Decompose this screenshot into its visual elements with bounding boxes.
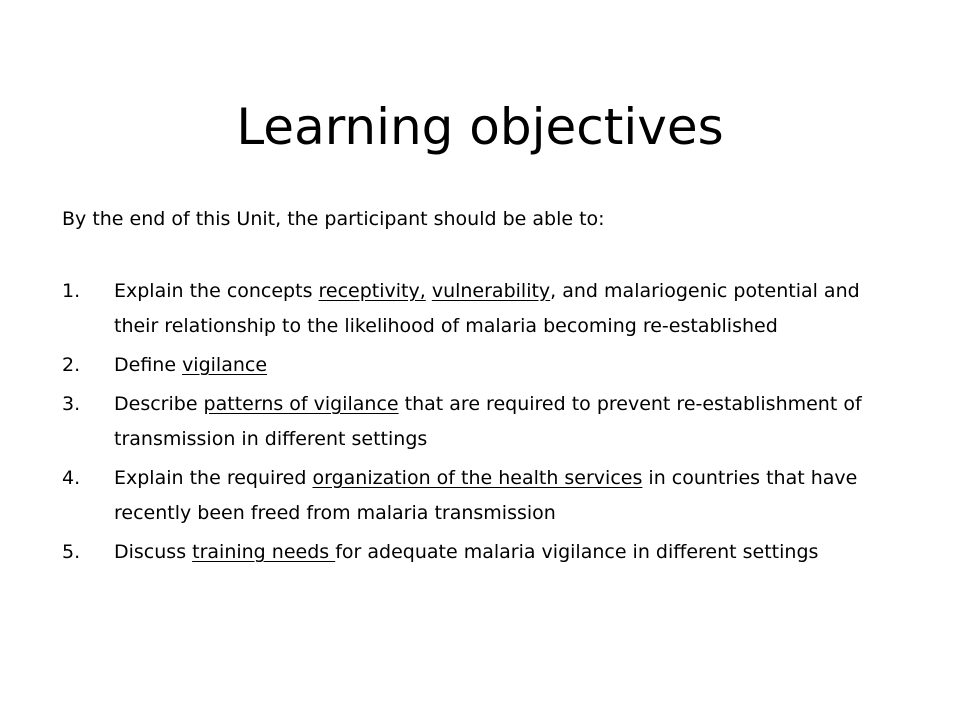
- intro-text: By the end of this Unit, the participant should be able to:: [62, 208, 605, 230]
- objective-number: 4.: [62, 467, 81, 489]
- objective-text: Explain the required: [114, 467, 313, 489]
- term-vigilance: vigilance: [182, 354, 268, 376]
- objective-text: that are required to prevent re-establishment of transmission in different settings: [114, 393, 862, 450]
- term-organization-of-health-services: organization of the health services: [312, 467, 643, 489]
- slide-title: Learning objectives: [236, 97, 724, 156]
- objective-number: 1.: [62, 280, 81, 302]
- objective-text: Discuss: [114, 541, 193, 563]
- objective-number: 5.: [62, 541, 81, 563]
- objective-number: 3.: [62, 393, 81, 415]
- objective-text: Describe: [114, 393, 204, 415]
- objective-text: , and malariogenic potential and their relationship to the likelihood of malaria becoming re-established: [114, 280, 860, 337]
- term-vulnerability: vulnerability: [431, 280, 551, 302]
- objective-number: 2.: [62, 354, 81, 376]
- objective-item-5: [62, 535, 902, 570]
- term-patterns-of-vigilance: patterns of vigilance: [203, 393, 399, 415]
- objective-item-3: [62, 387, 902, 457]
- term-training-needs: training needs: [192, 541, 336, 563]
- objective-text: Define: [114, 354, 183, 376]
- objective-text: Explain the concepts: [114, 280, 319, 302]
- objective-item-2: [62, 348, 902, 383]
- objectives-list: [62, 274, 902, 574]
- term-receptivity: receptivity,: [318, 280, 426, 302]
- objective-text: for adequate malaria vigilance in different settings: [335, 541, 819, 563]
- objective-item-4: [62, 461, 902, 531]
- objective-text: in countries that have recently been freed from malaria transmission: [114, 467, 858, 524]
- objective-item-1: [62, 274, 902, 344]
